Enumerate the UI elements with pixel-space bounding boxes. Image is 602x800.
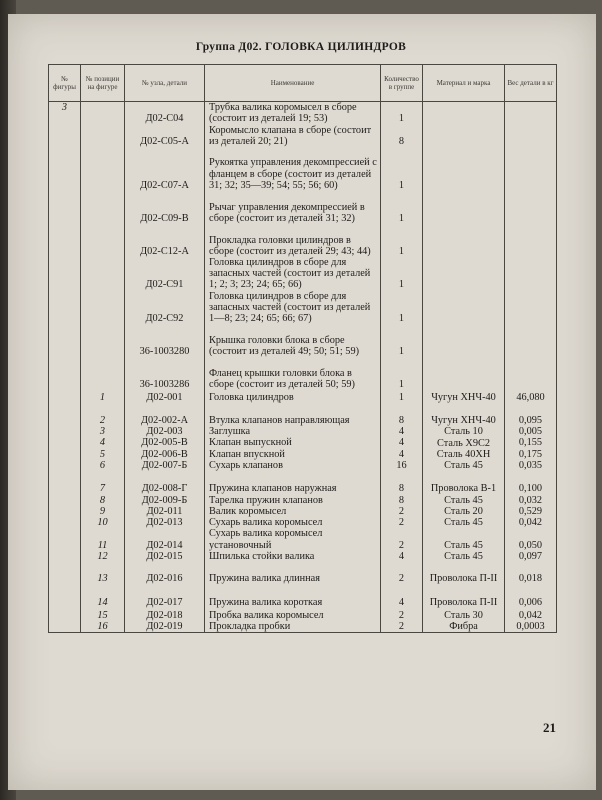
row-material [423,147,505,191]
row-material: Фибра [423,621,505,633]
row-name: Прокладка головки цилиндров в сборе (состоит из деталей 29; 43; 44) [205,224,381,257]
row-weight: 0,042 [505,608,557,621]
row-position: 5 [81,449,125,460]
row-material: Сталь 45 [423,517,505,528]
row-code: Д02-011 [125,506,205,517]
row-code: Д02-007-Б [125,460,205,471]
row-position: 11 [81,528,125,550]
row-quantity: 1 [381,291,423,325]
header-weight: Вес детали в кг [505,65,557,102]
row-position: 2 [81,403,125,426]
table-row [49,390,557,403]
row-name: Сухарь клапанов [205,460,381,471]
row-material: Сталь 40ХН [423,449,505,460]
header-material: Материал и марка [423,65,505,102]
row-weight: 0,097 [505,551,557,562]
row-quantity: 2 [381,621,423,633]
row-material: Сталь 45 [423,551,505,562]
row-weight [505,191,557,224]
row-material [423,291,505,325]
row-quantity: 16 [381,460,423,471]
row-weight [505,291,557,325]
row-quantity: 2 [381,517,423,528]
row-name: Втулка клапанов направляющая [205,403,381,426]
row-position: 10 [81,517,125,528]
row-weight [505,324,557,357]
row-figure: 3 [49,102,81,125]
row-material: Проволока В-1 [423,471,505,494]
row-quantity: 1 [381,324,423,357]
row-name: Рукоятка управления декомпрессией с фланцем в сборе (состоит из деталей 31; 32; 35—39; 54; 55; 56; 60) [205,147,381,191]
row-material [423,224,505,257]
row-weight [505,257,557,291]
table-row [49,291,557,325]
row-code: Д02-С05-А [125,125,205,147]
row-name: Заглушка [205,426,381,437]
row-figure [49,357,81,390]
row-name: Шпилька стойки валика [205,551,381,562]
row-quantity: 2 [381,528,423,550]
row-quantity: 4 [381,437,423,448]
row-material [423,191,505,224]
row-figure [49,324,81,357]
row-material [423,102,505,125]
row-position [81,125,125,147]
row-code: Д02-С09-В [125,191,205,224]
row-material: Сталь 45 [423,460,505,471]
row-figure [49,528,81,550]
row-figure [49,449,81,460]
row-name: Пружина валика длинная [205,562,381,584]
row-code: Д02-017 [125,584,205,608]
row-weight [505,357,557,390]
page-title: Группа Д02. ГОЛОВКА ЦИЛИНДРОВ [195,41,407,53]
row-name: Пружина валика короткая [205,584,381,608]
header-figure: № фигуры [49,65,81,102]
row-position [81,102,125,125]
row-weight: 0,005 [505,426,557,437]
row-position: 16 [81,621,125,633]
row-name: Тарелка пружин клапанов [205,494,381,506]
row-position: 9 [81,506,125,517]
row-quantity: 1 [381,224,423,257]
row-figure [49,494,81,506]
row-figure [49,291,81,325]
row-material: Сталь 10 [423,426,505,437]
row-code: Д02-013 [125,517,205,528]
row-quantity: 1 [381,147,423,191]
row-code: Д02-С91 [125,257,205,291]
row-weight: 0,0003 [505,621,557,633]
table-row [49,125,557,147]
row-weight: 0,175 [505,449,557,460]
row-position [81,191,125,224]
row-quantity: 1 [381,357,423,390]
row-quantity: 8 [381,403,423,426]
row-quantity: 4 [381,449,423,460]
row-code: Д02-019 [125,621,205,633]
table-row [49,426,557,437]
row-figure [49,471,81,494]
table-row [49,147,557,191]
row-code: Д02-018 [125,608,205,621]
row-code: Д02-С04 [125,102,205,125]
parts-table [48,64,557,633]
row-figure [49,551,81,562]
header-name: Наименование [205,65,381,102]
row-quantity: 2 [381,562,423,584]
row-code: Д02-014 [125,528,205,550]
row-material: Сталь 45 [423,528,505,550]
row-weight: 0,095 [505,403,557,426]
row-code: Д02-016 [125,562,205,584]
table-row [49,494,557,506]
row-material: Чугун ХНЧ-40 [423,403,505,426]
table-row [49,403,557,426]
row-figure [49,403,81,426]
row-material: Проволока П-II [423,562,505,584]
row-weight: 0,529 [505,506,557,517]
row-quantity: 4 [381,551,423,562]
row-figure [49,608,81,621]
row-weight: 0,006 [505,584,557,608]
row-material: Чугун ХНЧ-40 [423,390,505,403]
row-weight [505,102,557,125]
row-figure [49,125,81,147]
table-row [49,357,557,390]
row-quantity: 4 [381,584,423,608]
row-quantity: 4 [381,426,423,437]
row-name: Рычаг управления декомпрессией в сборе (состоит из деталей 31; 32) [205,191,381,224]
row-name: Головка цилиндров в сборе для запасных частей (состоит из деталей 1; 2; 3; 23; 24; 65; 66) [205,257,381,291]
row-material [423,125,505,147]
row-weight [505,224,557,257]
row-name: Коромысло клапана в сборе (состоит из деталей 20; 21) [205,125,381,147]
header-quantity: Количество в группе [381,65,423,102]
row-weight: 0,032 [505,494,557,506]
table-row [49,102,557,125]
table-row [49,460,557,471]
table-row [49,324,557,357]
row-name: Фланец крышки головки блока в сборе (состоит из деталей 50; 59) [205,357,381,390]
row-code: Д02-002-А [125,403,205,426]
table-row [49,517,557,528]
row-name: Сухарь валика коромысел [205,517,381,528]
row-material: Проволока П-II [423,584,505,608]
table-row [49,191,557,224]
row-position [81,147,125,191]
row-code: Д02-С07-А [125,147,205,191]
row-position [81,257,125,291]
row-weight [505,125,557,147]
table-row [49,471,557,494]
row-weight: 46,080 [505,390,557,403]
row-position: 1 [81,390,125,403]
row-figure [49,584,81,608]
table-row [49,437,557,448]
row-figure [49,191,81,224]
row-name: Пружина клапанов наружная [205,471,381,494]
row-position: 3 [81,426,125,437]
page-number: 21 [543,720,556,735]
row-material: Сталь 30 [423,608,505,621]
row-figure [49,517,81,528]
table-row [49,257,557,291]
row-code: Д02-003 [125,426,205,437]
table-row [49,608,557,621]
row-quantity: 8 [381,494,423,506]
table-row [49,551,557,562]
row-figure [49,224,81,257]
row-material [423,324,505,357]
table-row [49,562,557,584]
row-figure [49,460,81,471]
row-code: Д02-001 [125,390,205,403]
table-row [49,621,557,633]
row-quantity: 8 [381,471,423,494]
row-material: Сталь 20 [423,506,505,517]
table-row [49,528,557,550]
row-figure [49,390,81,403]
row-quantity: 2 [381,608,423,621]
row-quantity: 1 [381,102,423,125]
row-position: 4 [81,437,125,448]
row-code: 36-1003286 [125,357,205,390]
row-name: Головка цилиндров в сборе для запасных частей (состоит из деталей 1—8; 23; 24; 65; 66; 67) [205,291,381,325]
row-position: 7 [81,471,125,494]
row-code: Д02-015 [125,551,205,562]
row-code: Д02-008-Г [125,471,205,494]
row-weight: 0,100 [505,471,557,494]
row-name: Клапан впускной [205,449,381,460]
row-name: Пробка валика коромысел [205,608,381,621]
header-code: № узла, детали [125,65,205,102]
row-weight: 0,050 [505,528,557,550]
row-position [81,324,125,357]
row-position [81,357,125,390]
row-weight: 0,018 [505,562,557,584]
row-name: Валик коромысел [205,506,381,517]
row-weight: 0,035 [505,460,557,471]
row-figure [49,426,81,437]
row-figure [49,437,81,448]
header-position: № позиции на фигуре [81,65,125,102]
row-name: Сухарь валика коромысел установочный [205,528,381,550]
row-position: 12 [81,551,125,562]
table-row [49,506,557,517]
row-quantity: 1 [381,257,423,291]
row-figure [49,257,81,291]
row-name: Крышка головки блока в сборе (состоит из деталей 49; 50; 51; 59) [205,324,381,357]
row-code: Д02-С12-А [125,224,205,257]
row-material [423,257,505,291]
row-code: 36-1003280 [125,324,205,357]
table-row [49,584,557,608]
row-figure [49,147,81,191]
row-name: Головка цилиндров [205,390,381,403]
row-quantity: 2 [381,506,423,517]
row-position [81,291,125,325]
row-quantity: 8 [381,125,423,147]
row-code: Д02-005-В [125,437,205,448]
row-name: Трубка валика коромысел в сборе (состоит из деталей 19; 53) [205,102,381,125]
row-quantity: 1 [381,390,423,403]
row-material: Сталь 45 [423,494,505,506]
row-weight [505,147,557,191]
table-header-row [49,65,557,102]
row-figure [49,562,81,584]
row-figure [49,621,81,633]
row-weight: 0,155 [505,437,557,448]
row-position: 15 [81,608,125,621]
row-position: 8 [81,494,125,506]
table-row [49,224,557,257]
row-position: 14 [81,584,125,608]
row-position: 6 [81,460,125,471]
row-position: 13 [81,562,125,584]
row-name: Прокладка пробки [205,621,381,633]
row-code: Д02-009-Б [125,494,205,506]
row-quantity: 1 [381,191,423,224]
row-material [423,357,505,390]
row-weight: 0,042 [505,517,557,528]
row-name: Клапан выпускной [205,437,381,448]
row-figure [49,506,81,517]
row-code: Д02-006-В [125,449,205,460]
table-row [49,449,557,460]
row-material: Сталь Х9С2 [423,437,505,448]
row-position [81,224,125,257]
row-code: Д02-С92 [125,291,205,325]
